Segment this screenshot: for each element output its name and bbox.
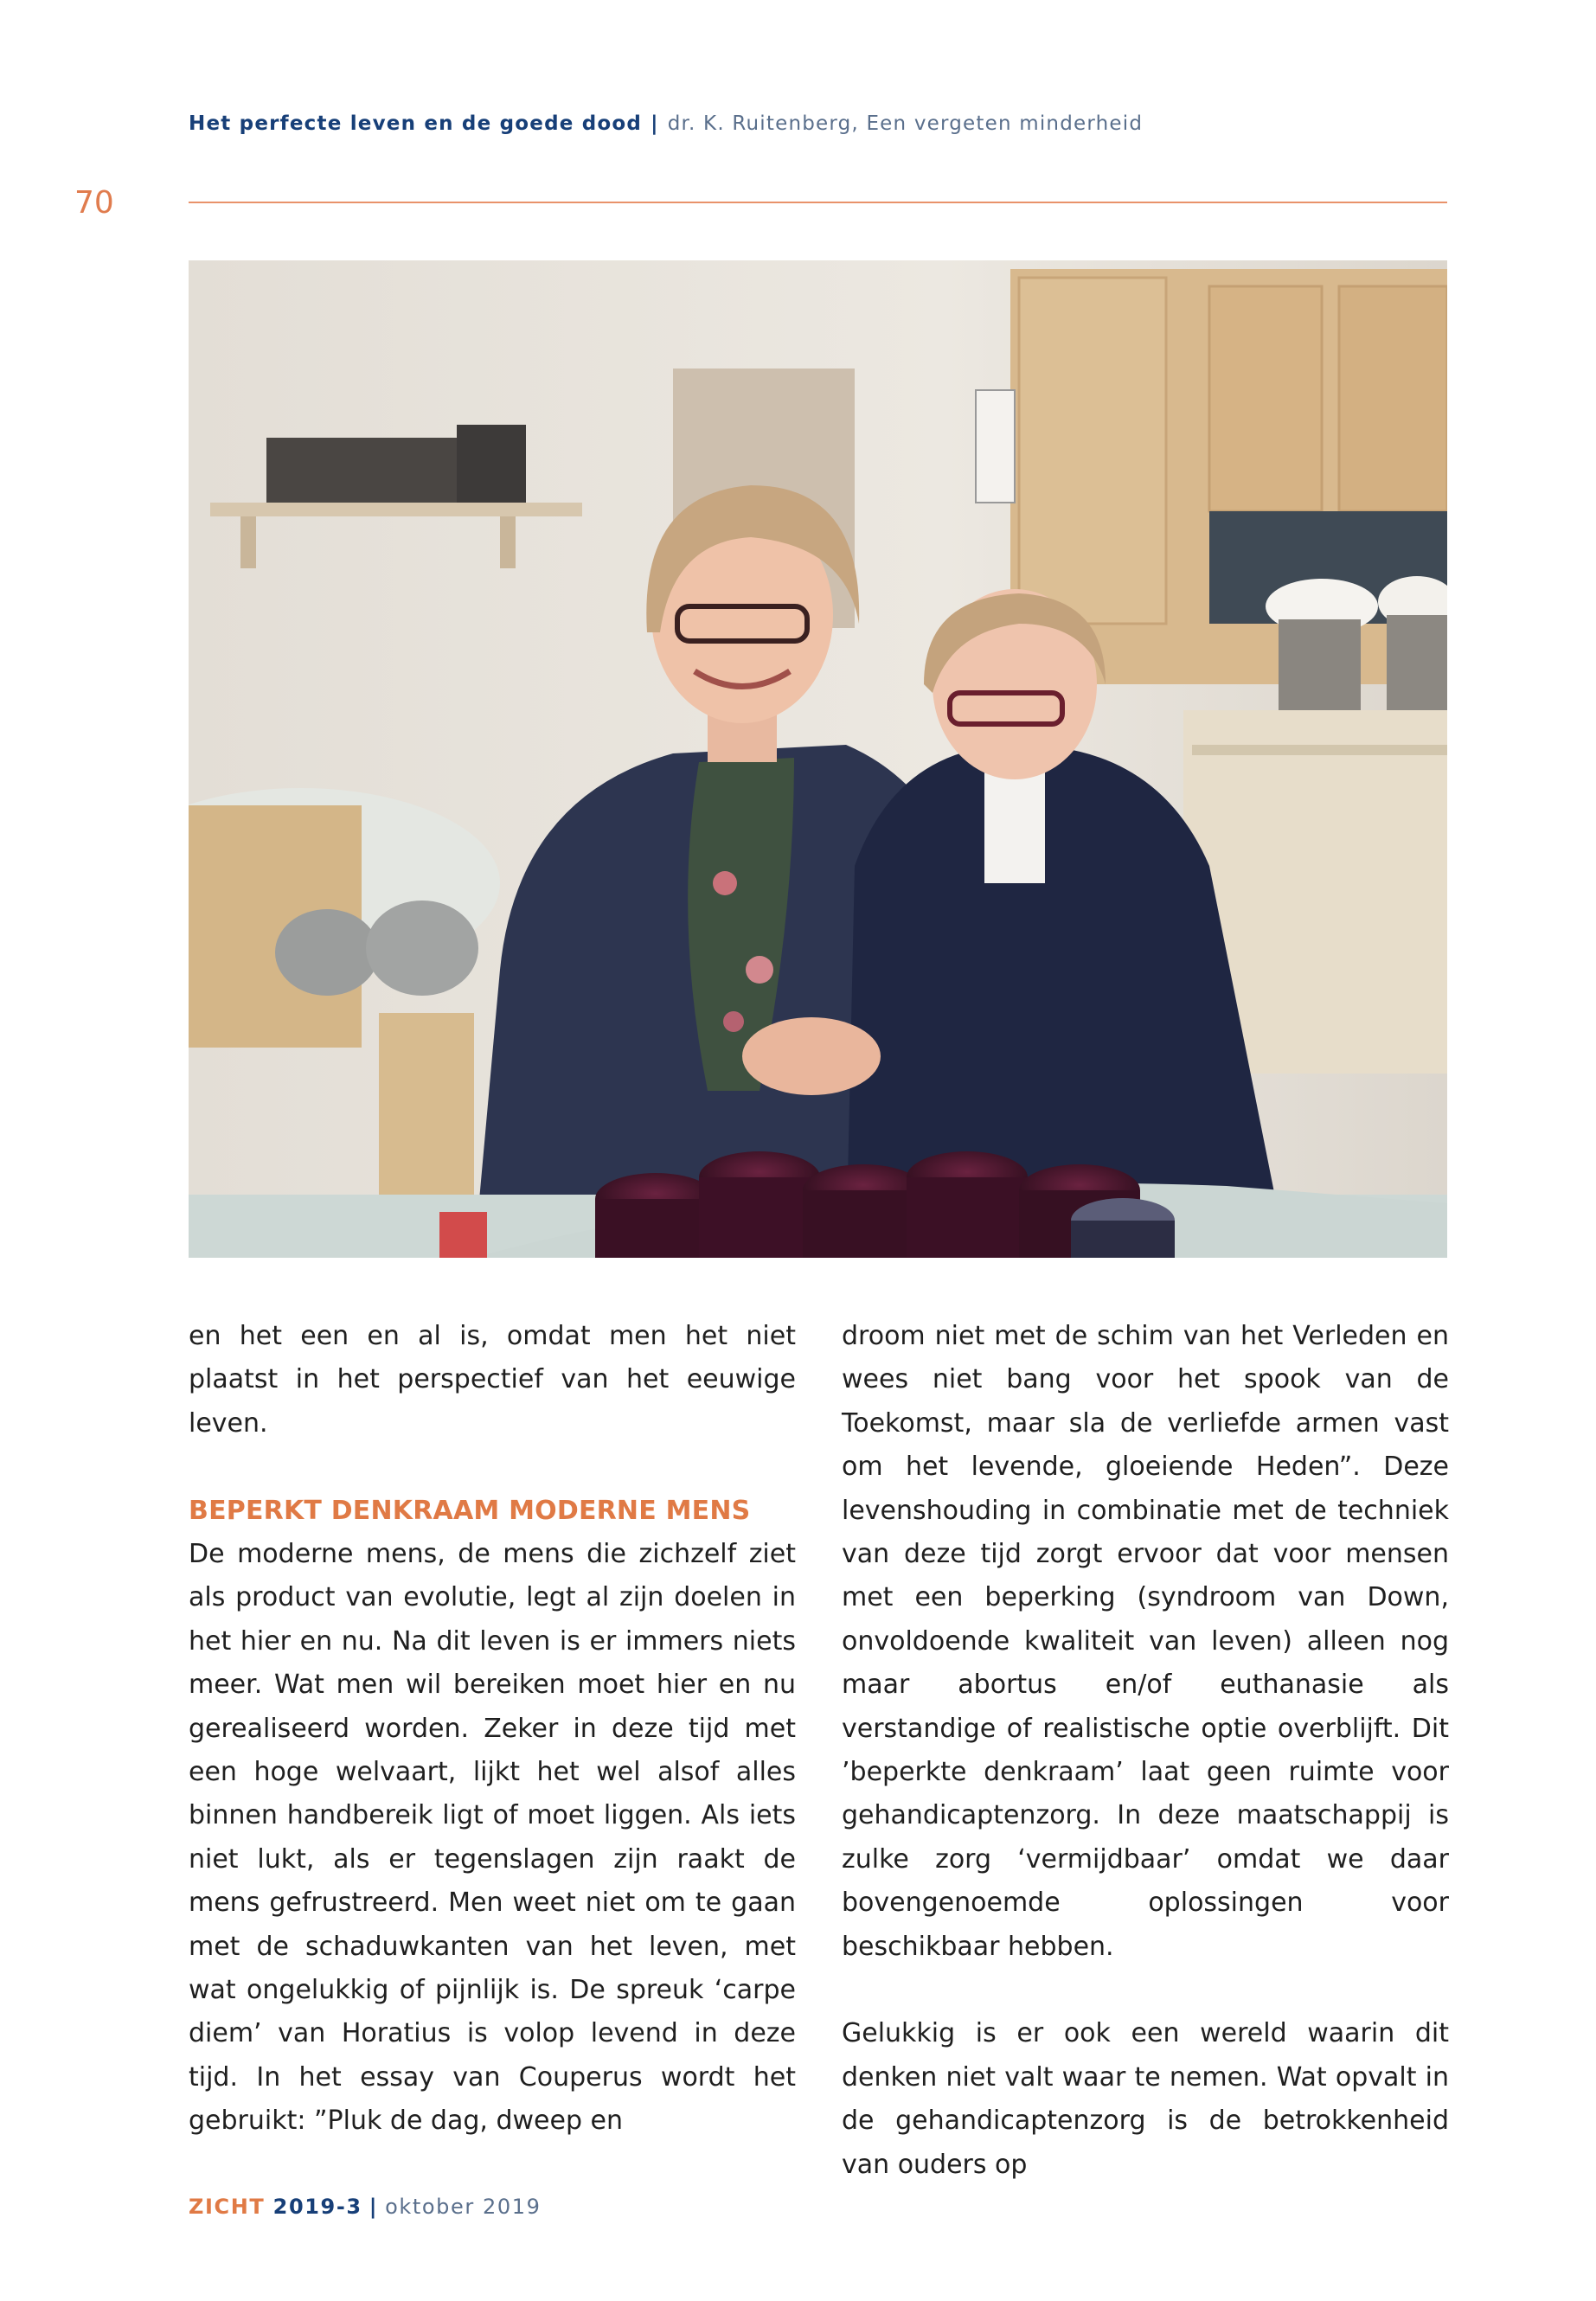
header-rule [189, 202, 1447, 203]
footer-magazine-name: ZICHT [189, 2195, 266, 2219]
photo-illustration [189, 260, 1447, 1258]
wall-poster [976, 390, 1015, 503]
footer-date: oktober 2019 [385, 2195, 542, 2219]
body-paragraph-continued: droom niet met de schim van het Verleden en wees niet bang voor het spook van de Toekomst, maar sla de verliefde armen vast om het levende, gloeiende Heden”. Deze levenshouding in combinatie met de techniek van deze tijd zorgt ervoor dat voor mensen met een beperking (syndroom van Down, onvoldoende kwaliteit van leven) alleen nog maar abortus en/of euthanasie als verstandige of realistische optie overblijft. Dit ’beperkte denkraam’ laat geen ruimte voor gehandicaptenzorg. In deze maatschappij is zulke zorg ‘vermijdbaar’ omdat we daar bovengenoemde oplossingen voor beschikbaar hebben. [842, 1321, 1449, 1962]
running-header-title: Het perfecte leven en de goede dood [189, 112, 643, 135]
page-number: 70 [74, 185, 114, 221]
running-header [189, 112, 1143, 135]
lantern-decoration [275, 909, 379, 996]
article-photo [189, 260, 1447, 1258]
hands [742, 1017, 881, 1095]
section-heading: BEPERKT DENKRAAM MODERNE MENS [189, 1495, 751, 1526]
paragraph-gap [842, 1969, 1449, 2012]
paragraph-gap [189, 1445, 796, 1489]
books [266, 438, 465, 503]
footer [189, 2195, 542, 2219]
wall-shelf [210, 503, 582, 516]
left-text-column [189, 1315, 796, 2144]
body-paragraph-final: Gelukkig is er ook een wereld waarin dit denken niet valt waar te nemen. Wat opvalt in de gehandicaptenzorg is de betrokkenheid van ouders op [842, 2018, 1449, 2180]
running-header-author: dr. K. Ruitenberg, Een vergeten minderheid [667, 112, 1144, 135]
intro-paragraph: en het een en al is, omdat men het niet plaatst in het perspectief van het eeuwige leven. [189, 1321, 796, 1439]
footer-separator: | [369, 2195, 379, 2219]
footer-issue: 2019-3 [272, 2195, 362, 2219]
body-paragraph: De moderne mens, de mens die zichzelf ziet als product van evolutie, legt al zijn doelen in het hier en nu. Na dit leven is er immers niets meer. Wat men wil bereiken moet hier en nu gerealiseerd worden. Zeker in deze tijd met een hoge welvaart, lijkt het wel alsof alles binnen handbereik ligt of moet liggen. Als iets niet lukt, als er tegenslagen zijn raakt de mens gefrustreerd. Men weet niet om te gaan met de schaduwkanten van het leven, met wat ongelukkig of pijnlijk is. De spreuk ‘carpe diem’ van Horatius is volop levend in deze tijd. In het essay van Couperus wordt het gebruikt: ”Pluk de dag, dweep en [189, 1539, 796, 2137]
right-text-column [842, 1315, 1449, 2187]
running-header-separator: | [651, 112, 659, 135]
